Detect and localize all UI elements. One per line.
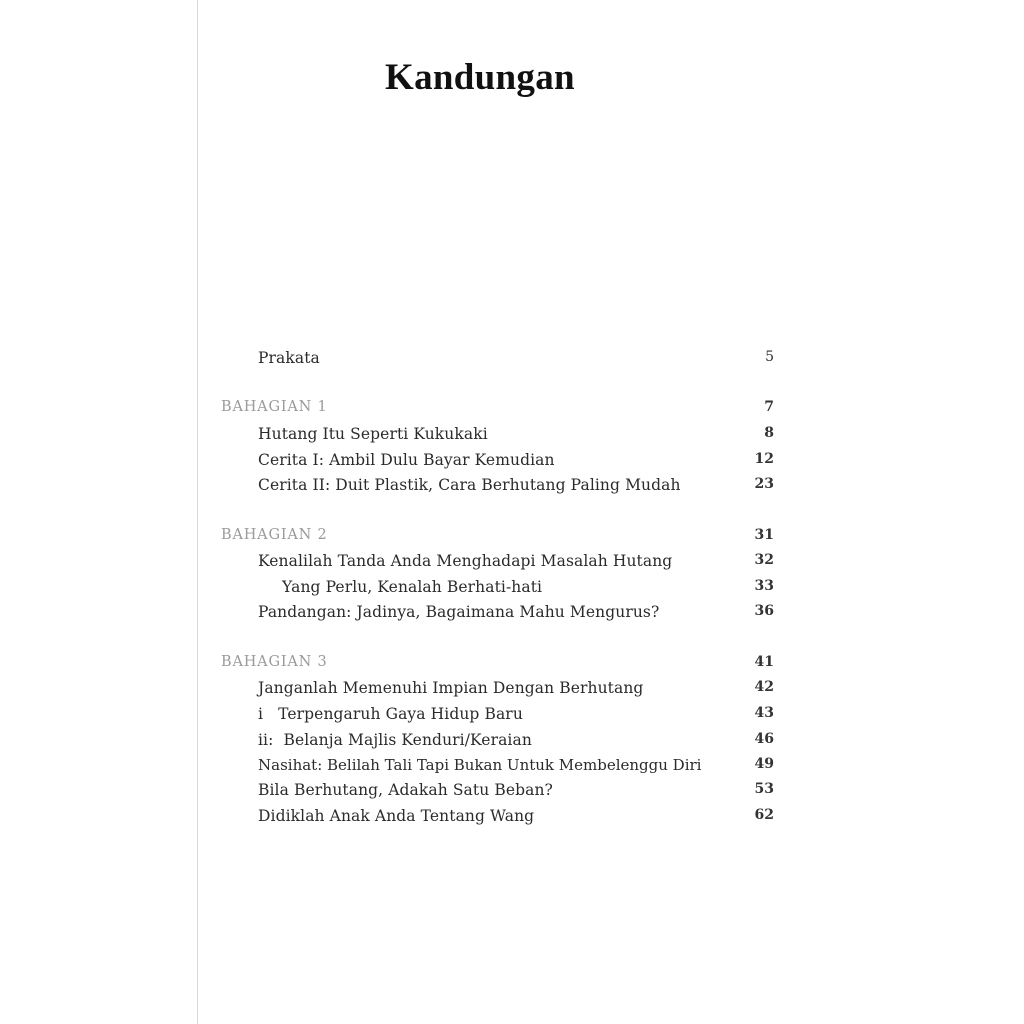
toc-entry-prakata[interactable] <box>0 349 1024 373</box>
toc-entry[interactable] <box>0 552 1024 576</box>
toc-section-bahagian-1[interactable] <box>0 399 1024 423</box>
toc-entry[interactable] <box>0 425 1024 449</box>
toc-entry-label: Kenalilah Tanda Anda Menghadapi Masalah Hutang <box>258 552 673 570</box>
toc-entry[interactable] <box>0 705 1024 729</box>
toc-entry[interactable] <box>0 781 1024 805</box>
toc-entry-page: 46 <box>754 731 774 747</box>
toc-entry-label: Nasihat: Belilah Tali Tapi Bukan Untuk Membelenggu Diri <box>258 756 702 774</box>
toc-entry[interactable] <box>0 451 1024 475</box>
toc-entry-page: 41 <box>754 654 774 670</box>
toc-entry-page: 33 <box>754 578 774 594</box>
toc-entry-label: Cerita II: Duit Plastik, Cara Berhutang Paling Mudah <box>258 476 681 494</box>
toc-entry-page: 32 <box>754 552 774 568</box>
toc-entry-page: 5 <box>765 349 774 365</box>
toc-entry-page: 23 <box>754 476 774 492</box>
toc-entry-label: Bila Berhutang, Adakah Satu Beban? <box>258 781 553 799</box>
toc-section-bahagian-3[interactable] <box>0 654 1024 678</box>
toc-entry[interactable] <box>0 476 1024 500</box>
toc-entry-label: i Terpengaruh Gaya Hidup Baru <box>258 705 523 723</box>
toc-entry-page: 8 <box>764 425 774 441</box>
toc-entry[interactable] <box>0 807 1024 831</box>
toc-entry-page: 42 <box>754 679 774 695</box>
toc-entry-page: 12 <box>754 451 774 467</box>
toc-entry-label: Prakata <box>258 349 320 367</box>
section-label: BAHAGIAN 2 <box>221 527 328 543</box>
toc-entry-page: 31 <box>754 527 774 543</box>
page-title: Kandungan <box>385 57 575 98</box>
toc-entry[interactable] <box>0 731 1024 755</box>
toc-entry-page: 53 <box>754 781 774 797</box>
toc-entry-label: Yang Perlu, Kenalah Berhati-hati <box>282 578 543 596</box>
toc-entry-page: 43 <box>754 705 774 721</box>
toc-section-bahagian-2[interactable] <box>0 527 1024 551</box>
toc-entry[interactable] <box>0 603 1024 627</box>
toc-entry[interactable] <box>0 578 1024 602</box>
section-label: BAHAGIAN 3 <box>221 654 328 670</box>
toc-entry-page: 49 <box>754 756 774 772</box>
toc-entry-label: Cerita I: Ambil Dulu Bayar Kemudian <box>258 451 555 469</box>
toc-entry[interactable] <box>0 756 1024 780</box>
section-label: BAHAGIAN 1 <box>221 399 328 415</box>
toc-entry-label: ii: Belanja Majlis Kenduri/Keraian <box>258 731 532 749</box>
toc-entry-label: Pandangan: Jadinya, Bagaimana Mahu Mengurus? <box>258 603 660 621</box>
toc-entry-label: Didiklah Anak Anda Tentang Wang <box>258 807 535 825</box>
toc-entry-label: Janganlah Memenuhi Impian Dengan Berhutang <box>258 679 644 697</box>
toc-entry[interactable] <box>0 679 1024 703</box>
toc-entry-page: 62 <box>754 807 774 823</box>
toc-entry-page: 36 <box>754 603 774 619</box>
toc-entry-page: 7 <box>764 399 774 415</box>
toc-entry-label: Hutang Itu Seperti Kukukaki <box>258 425 488 443</box>
